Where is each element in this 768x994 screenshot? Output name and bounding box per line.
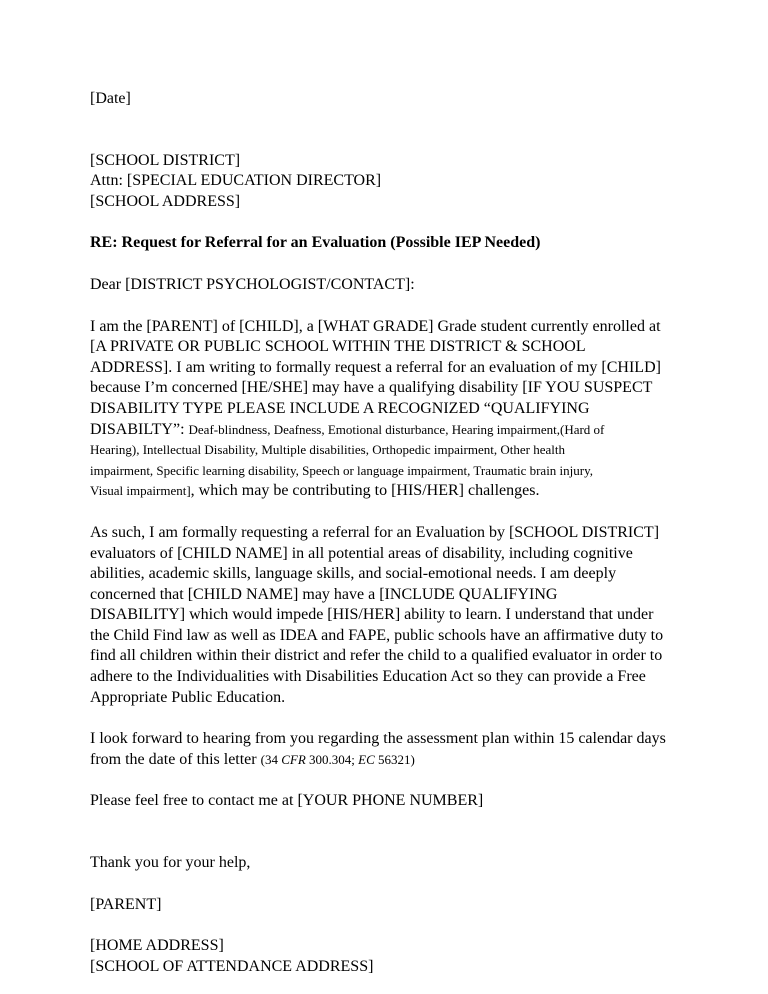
paragraph-line: find all children within their district and refer the child to a qualified evaluator in order to [90, 647, 663, 665]
timeline-lead: from the date of this letter [90, 750, 261, 768]
citation-cfr: CFR [281, 751, 306, 767]
disability-lead: DISABILTY”: [90, 420, 189, 438]
paragraph-line: As such, I am formally requesting a referral for an Evaluation by [SCHOOL DISTRICT] [90, 523, 660, 541]
disability-list-line: impairment, Specific learning disability, Speech or language impairment, Traumatic brain injury, [90, 462, 594, 478]
paragraph-line: because I’m concerned [HE/SHE] may have a qualifying disability [IF YOU SUSPECT [90, 379, 653, 397]
closing-line: Thank you for your help, [90, 854, 251, 872]
signature-line: [PARENT] [90, 895, 162, 913]
paragraph-line: [A PRIVATE OR PUBLIC SCHOOL WITHIN THE DISTRICT & SCHOOL [90, 338, 586, 356]
paragraph-line [90, 481, 690, 502]
school-attendance-address: [SCHOOL OF ATTENDANCE ADDRESS] [90, 957, 374, 975]
legal-citation [261, 752, 415, 767]
paragraph-line: ADDRESS]. I am writing to formally request a referral for an evaluation of my [CHILD] [90, 358, 661, 376]
paragraph-line: DISABILITY TYPE PLEASE INCLUDE A RECOGNIZED “QUALIFYING [90, 399, 590, 417]
letter-page [90, 89, 690, 977]
date-line: [Date] [90, 90, 131, 107]
subject-line: RE: Request for Referral for an Evaluation (Possible IEP Needed) [90, 234, 541, 252]
paragraph-referral-request [90, 317, 690, 502]
citation-ec: EC [358, 751, 375, 767]
paragraph-line: concerned that [CHILD NAME] may have a [INCLUDE QUALIFYING [90, 585, 558, 603]
recipient-block [90, 151, 690, 213]
footer-addresses [90, 936, 690, 977]
paragraph-line [90, 420, 690, 441]
paragraph-evaluation [90, 523, 690, 708]
citation-text: (34 [260, 751, 282, 767]
citation-text: 56321) [374, 751, 415, 767]
paragraph-line: DISABILITY] which would impede [HIS/HER] ability to learn. I understand that under [90, 606, 654, 624]
paragraph-timeline [90, 729, 690, 770]
paragraph-line: Appropriate Public Education. [90, 688, 286, 706]
recipient-address: [SCHOOL ADDRESS] [90, 192, 241, 210]
paragraph-line: adhere to the Individualities with Disabilities Education Act so they can provide a Free [90, 668, 646, 686]
recipient-attn: Attn: [SPECIAL EDUCATION DIRECTOR] [90, 172, 382, 190]
paragraph-line: I am the [PARENT] of [CHILD], a [WHAT GRADE] Grade student currently enrolled at [90, 317, 661, 335]
home-address: [HOME ADDRESS] [90, 937, 224, 955]
paragraph-line: evaluators of [CHILD NAME] in all potential areas of disability, including cognitive [90, 544, 633, 562]
salutation: Dear [DISTRICT PSYCHOLOGIST/CONTACT]: [90, 275, 415, 293]
contact-line: Please feel free to contact me at [YOUR PHONE NUMBER] [90, 792, 484, 810]
paragraph-line-rest: , which may be contributing to [HIS/HER] challenges. [190, 482, 540, 500]
recipient-district: [SCHOOL DISTRICT] [90, 151, 241, 169]
citation-text: 300.304; [305, 751, 359, 767]
paragraph-line: the Child Find law as well as IDEA and FAPE, public schools have an affirmative duty to [90, 626, 664, 644]
disability-list: Deaf-blindness, Deafness, Emotional disturbance, Hearing impairment,(Hard of [188, 421, 605, 437]
paragraph-line: I look forward to hearing from you regarding the assessment plan within 15 calendar days [90, 730, 666, 748]
disability-list-line: Hearing), Intellectual Disability, Multiple disabilities, Orthopedic impairment, Other health [90, 442, 565, 458]
disability-list-end: Visual impairment] [90, 483, 191, 499]
paragraph-line: abilities, academic skills, language skills, and social-emotional needs. I am deeply [90, 565, 617, 583]
paragraph-line [90, 750, 690, 771]
